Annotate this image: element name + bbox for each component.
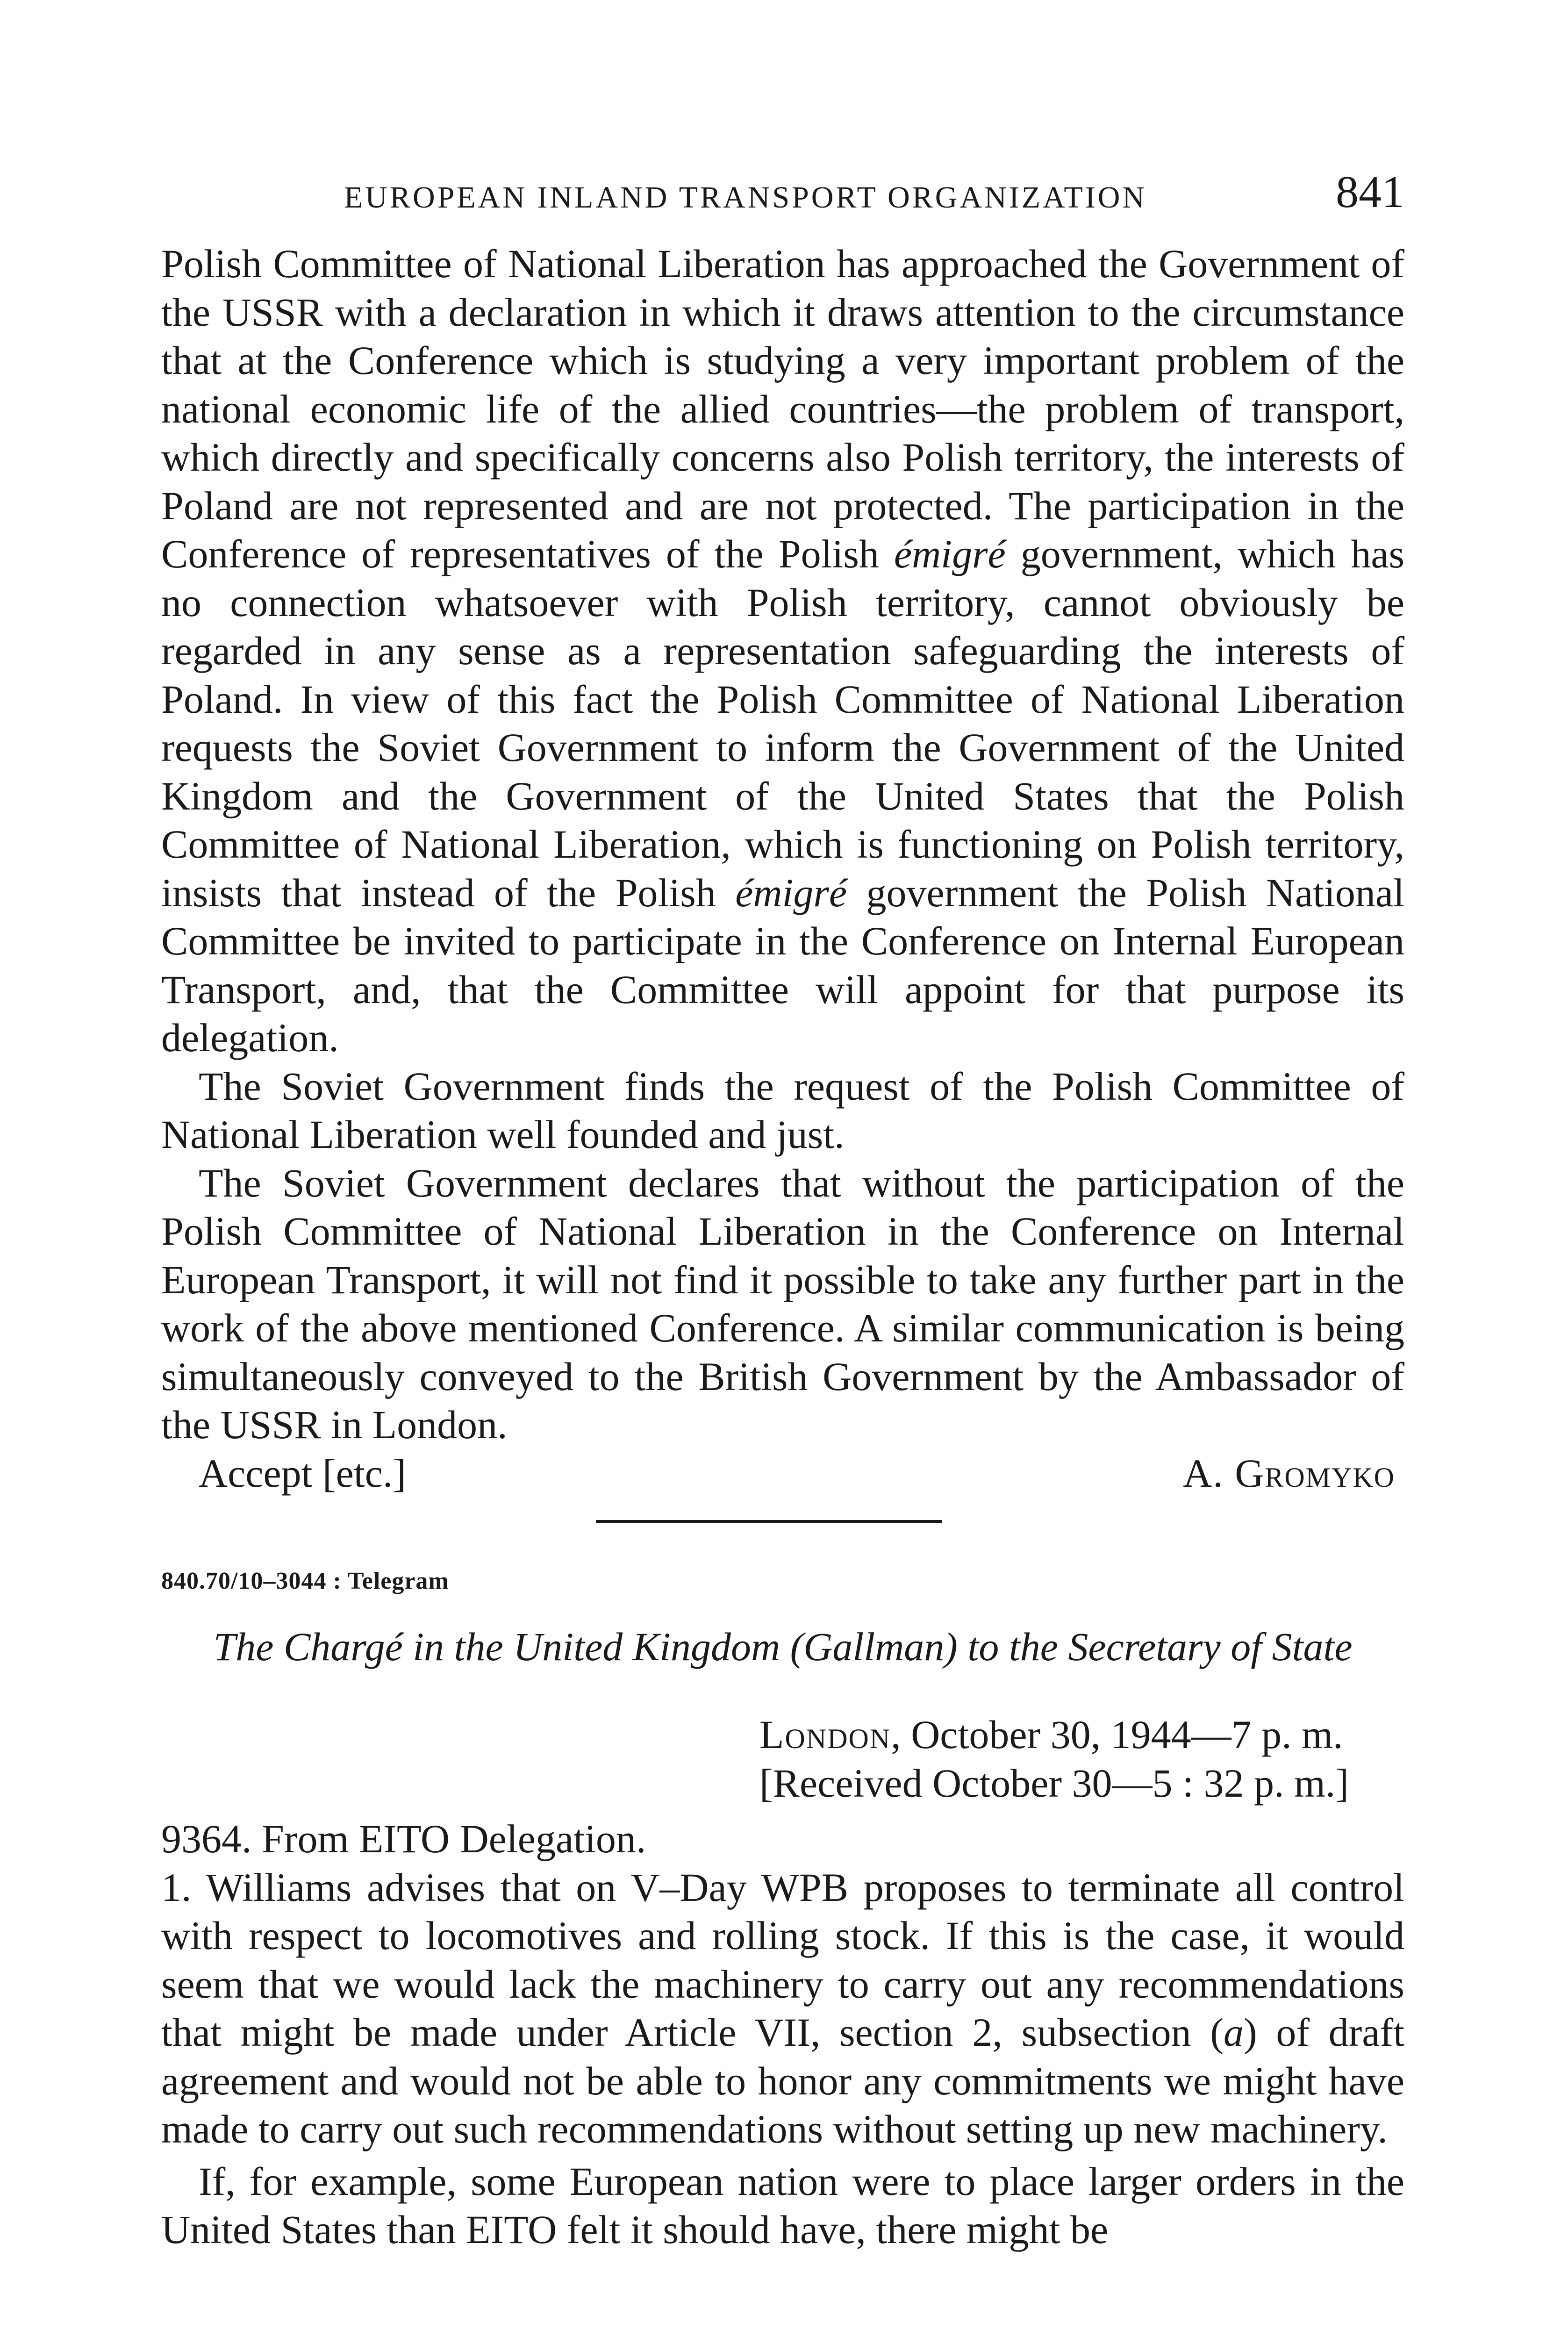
letter-body xyxy=(161,240,1404,1449)
emphasis-text: a xyxy=(1223,2010,1244,2055)
page-number: 841 xyxy=(1336,167,1404,217)
telegram-body xyxy=(161,1815,1404,2254)
document-title xyxy=(161,1623,1404,1671)
dateline xyxy=(161,1711,1404,1807)
title-name: Gallman xyxy=(803,1624,945,1669)
text-run: government, which has no connection whatsoever with Polish territory, cannot obviously be regarded in any sense as a representation safeguarding the interests of Poland. In view of this fact the Polish Committee of National Liberation requests the Soviet Government to inform the Government of the United Kingdom and the Government of the United States that the Polish Committee of National Liberation, which is functioning on Polish territory, insists that instead of the Polish xyxy=(161,531,1404,915)
text-run: government the Polish National Committee be invited to participate in the Conference on Internal European Transport, and, that the Committee will appoint for that purpose its delegation. xyxy=(161,870,1404,1060)
title-text: The Chargé in the United Kingdom ( xyxy=(213,1624,804,1669)
dateline-received: [Received October 30—5 : 32 p. m.] xyxy=(759,1760,1349,1806)
telegram-paragraph xyxy=(161,1864,1404,2154)
signature: A. Gromyko xyxy=(1183,1450,1395,1496)
dateline-sent xyxy=(759,1711,1404,1759)
letter-paragraph: The Soviet Government declares that without the participation of the Polish Committee of National Liberation in the Conference on Internal European Transport, it will not find it possible to take any further part in the work of the above mentioned Conference. A similar communication is being simultaneously conveyed to the British Government by the Ambassador of the USSR in London. xyxy=(161,1160,1404,1447)
running-title: EUROPEAN INLAND TRANSPORT ORGANIZATION xyxy=(344,180,1147,215)
running-header xyxy=(161,166,1404,217)
emphasis-text: émigré xyxy=(735,870,847,915)
closing: Accept [etc.] xyxy=(199,1450,407,1496)
telegram-paragraph: If, for example, some European nation were to place larger orders in the United States than EITO felt it should have, there might be xyxy=(161,2158,1404,2252)
text-run: ) of draft agreement and would not be able to honor any commitments we might have made to carry out such recommendations without setting up new machinery. xyxy=(161,2010,1404,2151)
text-run: Polish Committee of National Liberation has approached the Government of the USSR with a declaration in which it draws attention to the circumstance that at the Conference which is studying a very important problem of the national economic life of the allied countries—the problem of transport, which directly and specifically concerns also Polish territory, the interests of Poland are not represented and are not protected. The participation in the Conference of representatives of the Polish xyxy=(161,241,1404,576)
telegram-paragraph: 9364. From EITO Delegation. xyxy=(161,1816,646,1861)
document-page xyxy=(161,166,1404,2254)
file-reference: 840.70/10–3044 : Telegram xyxy=(161,1568,449,1594)
signature-line xyxy=(161,1449,1404,1498)
emphasis-text: émigré xyxy=(894,531,1006,576)
title-text: ) to the Secretary of State xyxy=(944,1624,1353,1669)
dateline-place: London xyxy=(759,1712,891,1757)
letter-paragraph xyxy=(161,240,1404,1062)
text-run: 1. Williams advises that on V–Day WPB proposes to terminate all control with respect to locomotives and rolling stock. If this is the case, it would seem that we would lack the machinery to carry out any recommendations that might be made under Article VII, section 2, subsection ( xyxy=(161,1864,1404,2055)
letter-paragraph: The Soviet Government finds the request of the Polish Committee of National Liberation well founded and just. xyxy=(161,1063,1404,1157)
dateline-date: , October 30, 1944—7 p. m. xyxy=(891,1712,1343,1757)
section-divider xyxy=(596,1520,942,1523)
